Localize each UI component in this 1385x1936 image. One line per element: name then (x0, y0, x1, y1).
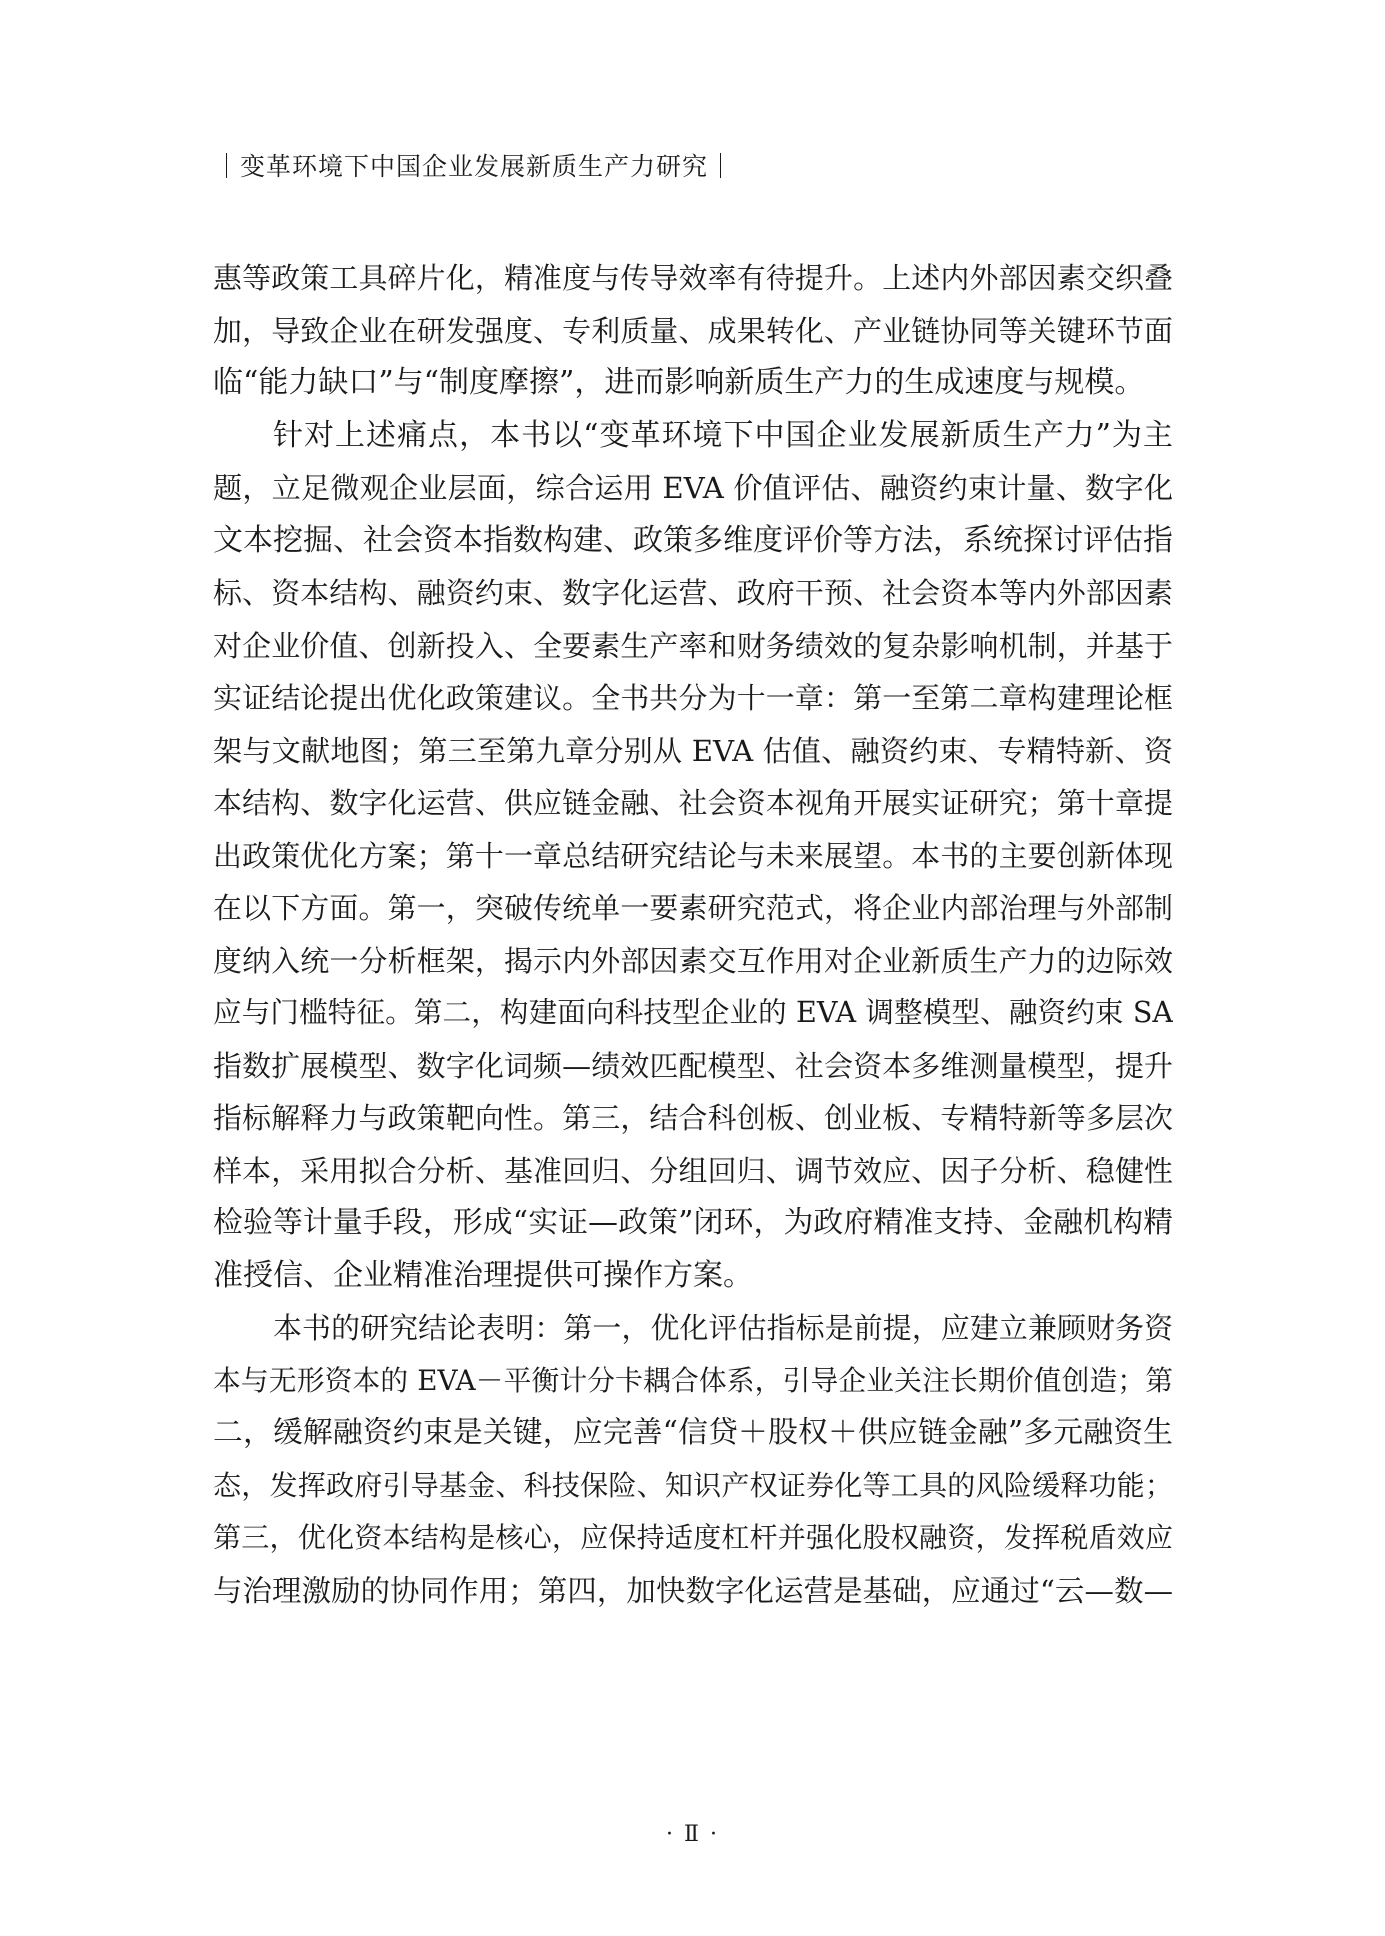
text-line: 应与门槛特征。第二，构建面向科技型企业的 EVA 调整模型、融资约束 SA (213, 996, 1173, 1029)
text-line: 针对上述痛点，本书以“变革环境下中国企业发展新质生产力”为主 (273, 417, 1173, 453)
text-line: 文本挖掘、社会资本指数构建、政策多维度评价等方法，系统探讨评估指 (213, 522, 1173, 558)
text-line: 出政策优化方案；第十一章总结研究结论与未来展望。本书的主要创新体现 (213, 838, 1173, 873)
text-line: 度纳入统一分析框架，揭示内外部因素交互作用对企业新质生产力的边际效 (213, 943, 1173, 978)
running-header: ｜变革环境下中国企业发展新质生产力研究｜ (214, 152, 735, 181)
text-line: 本结构、数字化运营、供应链金融、社会资本视角开展实证研究；第十章提 (213, 786, 1173, 820)
text-line: 对企业价值、创新投入、全要素生产率和财务绩效的复杂影响机制，并基于 (213, 628, 1173, 663)
text-line: 实证结论提出优化政策建议。全书共分为十一章：第一至第二章构建理论框 (213, 681, 1173, 715)
text-line: 本与无形资本的 EVA－平衡计分卡耦合体系，引导企业关注长期价值创造；第 (213, 1363, 1173, 1397)
text-line: 指数扩展模型、数字化词频—绩效匹配模型、社会资本多维测量模型，提升 (213, 1048, 1173, 1083)
text-line: 检验等计量手段，形成“实证—政策”闭环，为政府精准支持、金融机构精 (213, 1205, 1173, 1240)
text-line: 加，导致企业在研发强度、专利质量、成果转化、产业链协同等关键环节面 (213, 313, 1173, 348)
text-line: 二，缓解融资约束是关键，应完善“信贷＋股权＋供应链金融”多元融资生 (213, 1415, 1173, 1450)
text-line: 准授信、企业精准治理提供可操作方案。 (213, 1257, 753, 1293)
text-line: 样本，采用拟合分析、基准回归、分组回归、调节效应、因子分析、稳健性 (213, 1153, 1173, 1188)
text-line: 临“能力缺口”与“制度摩擦”，进而影响新质生产力的生成速度与规模。 (213, 365, 1145, 400)
text-line: 惠等政策工具碎片化，精准度与传导效率有待提升。上述内外部因素交织叠 (213, 261, 1173, 295)
text-line: 第三，优化资本结构是核心，应保持适度杠杆并强化股权融资，发挥税盾效应 (213, 1521, 1173, 1554)
text-line: 架与文献地图；第三至第九章分别从 EVA 估值、融资约束、专精特新、资 (213, 733, 1173, 768)
text-line: 在以下方面。第一，突破传统单一要素研究范式，将企业内部治理与外部制 (213, 891, 1173, 925)
text-line: 指标解释力与政策靶向性。第三，结合科创板、创业板、专精特新等多层次 (213, 1101, 1173, 1135)
text-line: 本书的研究结论表明：第一，优化评估指标是前提，应建立兼顾财务资 (273, 1311, 1173, 1345)
page-number: · Ⅱ · (666, 1822, 719, 1847)
text-line: 标、资本结构、融资约束、数字化运营、政府干预、社会资本等内外部因素 (213, 576, 1173, 610)
text-line: 与治理激励的协同作用；第四，加快数字化运营是基础，应通过“云—数— (213, 1573, 1173, 1608)
text-line: 题，立足微观企业层面，综合运用 EVA 价值评估、融资约束计量、数字化 (213, 471, 1173, 505)
body-text (213, 252, 1173, 1617)
text-line: 态，发挥政府引导基金、科技保险、知识产权证券化等工具的风险缓释功能； (213, 1468, 1173, 1502)
